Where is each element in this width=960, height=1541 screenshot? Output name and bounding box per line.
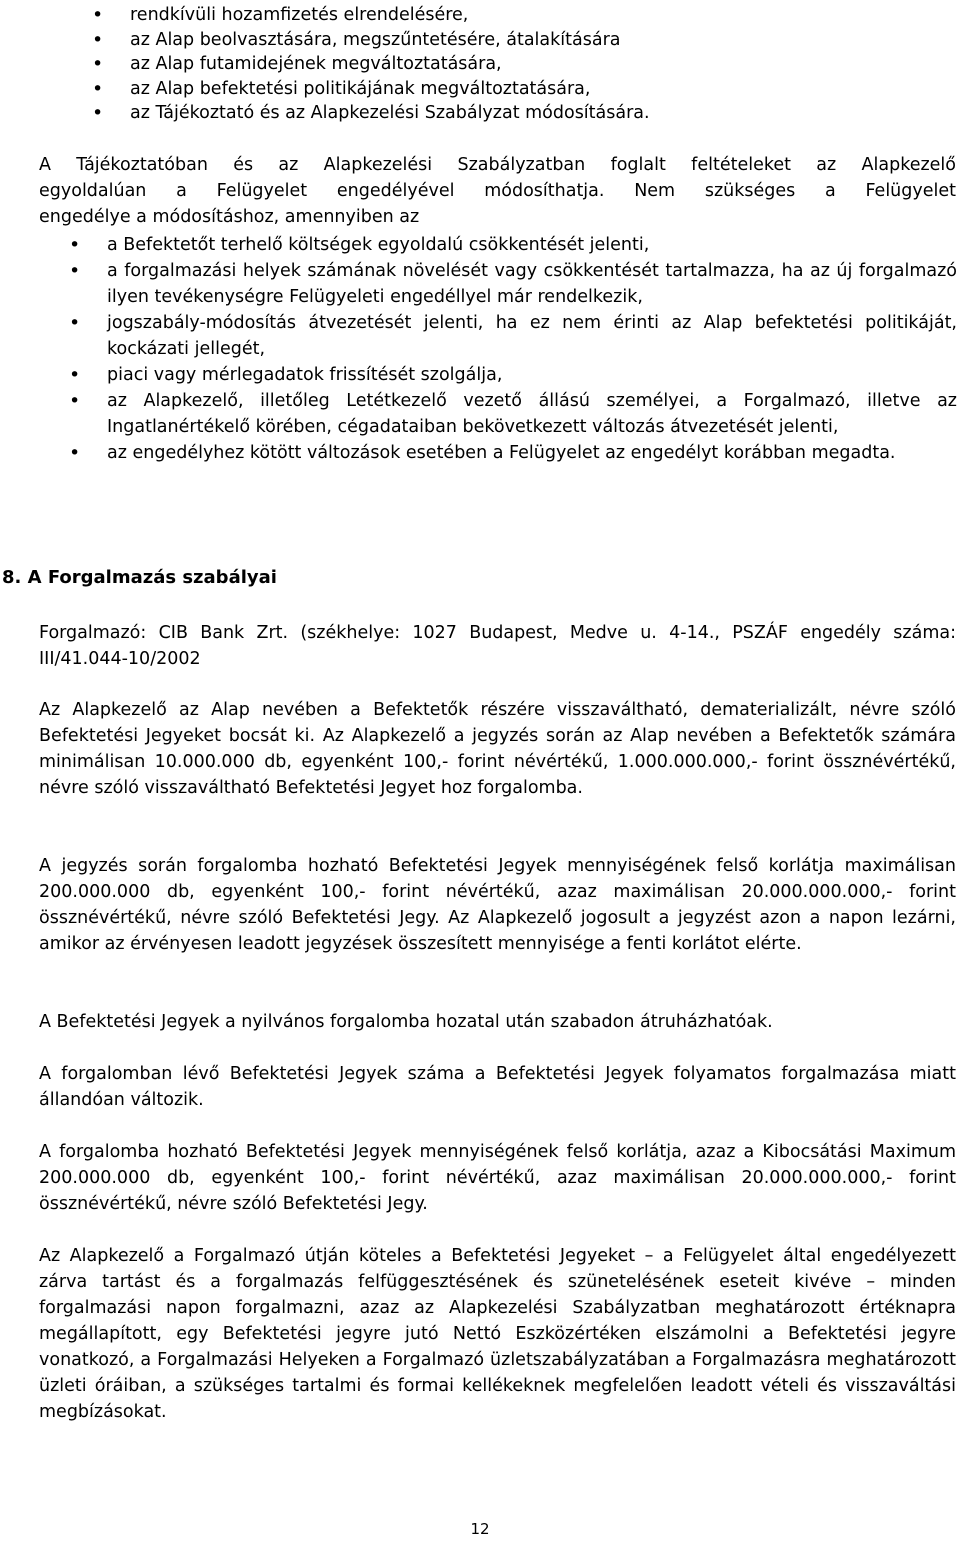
list-item: • a forgalmazási helyek számának növelését vagy csökkentését tartalmazza, ha az új forgalmazó ilyen tevékenységre Felügyeleti engedéllyel már rendelkezik, — [107, 258, 957, 310]
list-item: • az Alap befektetési politikájának megváltoztatására, — [130, 77, 930, 102]
list-item: • a Befektetőt terhelő költségek egyoldalú csökkentését jelenti, — [107, 232, 957, 258]
list-item: • jogszabály-módosítás átvezetését jelenti, ha ez nem érinti az Alap befektetési politikáját, kockázati jellegét, — [107, 310, 957, 362]
paragraph-line: A Tájékoztatóban és az Alapkezelési Szabályzatban foglalt feltételeket az Alapkezelő — [39, 155, 956, 175]
list-item: • az engedélyhez kötött változások esetében a Felügyelet az engedélyt korábban megadta. — [107, 440, 957, 466]
section-heading: 8. A Forgalmazás szabályai — [2, 567, 277, 588]
transferability-paragraph: A Befektetési Jegyek a nyilvános forgalomba hozatal után szabadon átruházhatóak. — [39, 1012, 773, 1032]
list-item: • piaci vagy mérlegadatok frissítését szolgálja, — [107, 362, 957, 388]
list-item: • az Alap beolvasztására, megszűntetésére, átalakítására — [130, 28, 930, 53]
list-item: • az Alap futamidejének megváltoztatására, — [130, 52, 930, 77]
continuous-distribution-paragraph: Az Alapkezelő a Forgalmazó útján köteles a Befektetési Jegyeket – a Felügyelet által engedélyezett zárva tartást és a forgalmazás felfüggesztésének és szünetelésének eseteit kivéve – minden forgalmazási napon forgalmazni, azaz az Alapkezelési Szabályzatban meghatározott értéknapra megállapított, egy Befektetési jegyre jutó Nettó Eszközértéken elszámolni a Befektetési jegyre vonatkozó, a Forgalmazási Helyeken a Forgalmazó üzletszabályzatában a Forgalmazásra meghatározott üzleti óráiban, a szükséges tartalmi és formai kellékeknek megfelelően leadott vételi és visszaváltási megbízásokat. — [39, 1246, 956, 1422]
issuance-paragraph: Az Alapkezelő az Alap nevében a Befektetők részére visszaváltható, dematerializált, névre szóló Befektetési Jegyeket bocsát ki. Az Alapkezelő a jegyzés során az Alap nevében a Befektetők számára minimálisan 10.000.000 db, egyenként 100,- forint névértékű, 1.000.000.000,- forint össznévértékű, névre szóló visszaváltható Befektetési Jegyet hoz forgalomba. — [39, 700, 956, 798]
exemption-list — [107, 232, 957, 466]
subscription-limit-paragraph: A jegyzés során forgalomba hozható Befektetési Jegyek mennyiségének felső korlátja maximálisan 200.000.000 db, egyenként 100,- forint névértékű, azaz maximálisan 20.000.000.000,- forint össznévértékű, névre szóló Befektetési Jegy. Az Alapkezelő jogosult a jegyzést azon a napon lezárni, amikor az érvényesen leadott jegyzések összesített mennyisége a fenti korlátot elérte. — [39, 856, 956, 954]
outstanding-units-paragraph: A forgalomban lévő Befektetési Jegyek száma a Befektetési Jegyek folyamatos forgalmazása miatt állandóan változik. — [39, 1064, 956, 1110]
decision-list — [130, 3, 930, 126]
issuance-maximum-paragraph: A forgalomba hozható Befektetési Jegyek mennyiségének felső korlátja, azaz a Kibocsátási Maximum 200.000.000 db, egyenként 100,- forint névértékű, azaz maximálisan 20.000.000.000,- forint össznévértékű, névre szóló Befektetési Jegy. — [39, 1142, 956, 1214]
distributor-paragraph: Forgalmazó: CIB Bank Zrt. (székhelye: 1027 Budapest, Medve u. 4-14., PSZÁF engedély száma: III/41.044-10/2002 — [39, 623, 956, 669]
amendment-paragraph — [39, 152, 956, 230]
paragraph-line: egyoldalúan a Felügyelet engedélyével módosíthatja. Nem szükséges a Felügyelet — [39, 181, 956, 201]
page-number: 12 — [470, 1520, 490, 1538]
list-item: • az Tájékoztató és az Alapkezelési Szabályzat módosítására. — [130, 101, 930, 126]
list-item: • rendkívüli hozamfizetés elrendelésére, — [130, 3, 930, 28]
list-item: • az Alapkezelő, illetőleg Letétkezelő vezető állású személyei, a Forgalmazó, illetve az Ingatlanértékelő körében, cégadataiban bekövetkezett változás átvezetését jelenti, — [107, 388, 957, 440]
paragraph-line: engedélye a módosításhoz, amennyiben az — [39, 207, 420, 227]
